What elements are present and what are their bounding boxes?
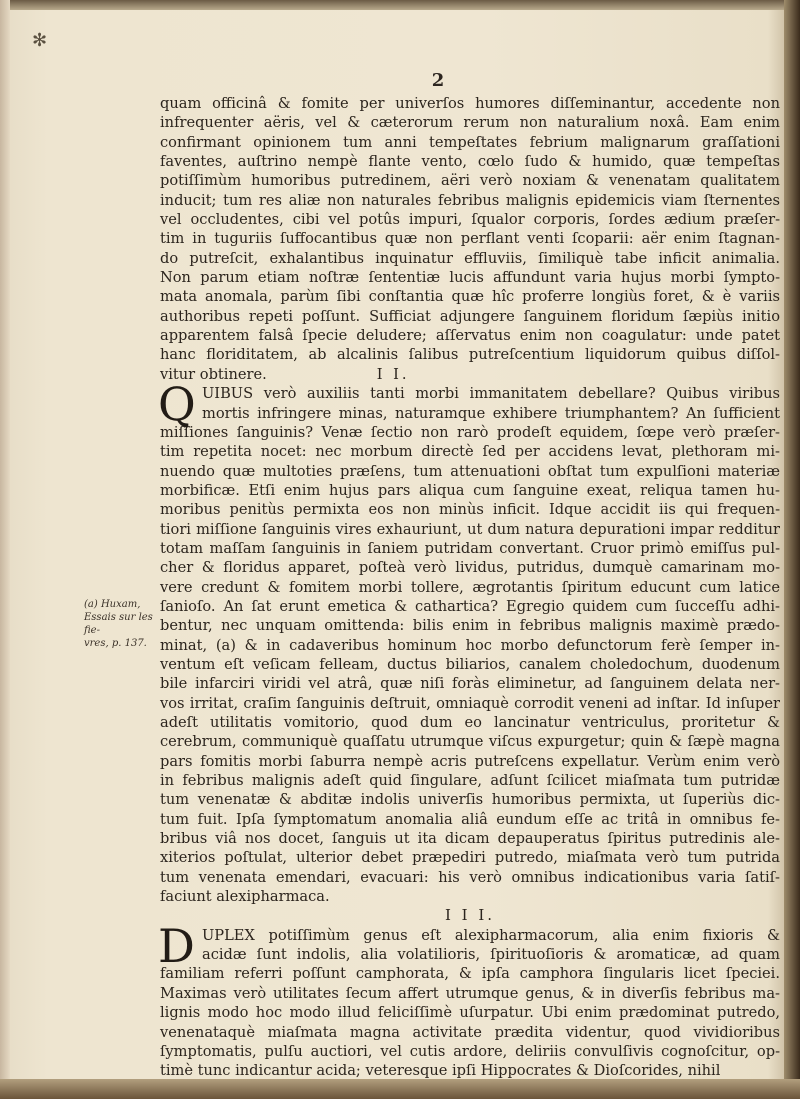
text-line: authoribus repeti poſſunt. Sufficiat adjungere ſanguinem floridum ſæpiùs initio: [160, 307, 780, 325]
margin-note-line: vres, p. 137.: [84, 638, 147, 649]
text-line: lignis modo hoc modo illud feliciſſimè uſurpatur. Ubi enim prædominat putredo,: [160, 1004, 780, 1022]
text-line: acidæ ſunt indolis, alia volatilioris, ſpirituoſioris & aromaticæ, ad quam: [202, 946, 780, 964]
body-text: [160, 94, 780, 1081]
text-line: adeſt utilitatis vomitorio, quod dum eo lancinatur ventriculus, proritetur &: [160, 714, 780, 731]
text-line: miſſiones ſanguinis? Venæ ſectio non rarò prodeſt equidem, ſœpe verò præſer-: [160, 423, 780, 441]
text-line: tim in tuguriis ſuffocantibus quæ non perflant venti ſcoparii: aër enim ſtagnan-: [160, 230, 780, 248]
text-line: Maximas verò utilitates ſecum affert utrumque genus, & in diverſis febribus ma-: [160, 984, 780, 1002]
page-top-edge: [0, 0, 800, 10]
margin-footnote: [84, 598, 156, 650]
text-line: pars fomitis morbi ſaburra nempè acris putreſcens expellatur. Verùm enim verò: [160, 752, 780, 770]
text-line: morbificæ. Etſi enim hujus pars aliqua cum ſanguine exeat, reliqua tamen hu-: [160, 481, 780, 499]
paragraph-2: [160, 423, 780, 907]
text-line: minat, (a) & in cadaveribus hominum hoc morbo defunctorum ferè ſemper in-: [160, 636, 780, 654]
text-line: inducit; tum res aliæ non naturales febribus malignis epidemicis viam ſternentes: [160, 191, 780, 209]
section-3-start: [158, 918, 780, 973]
text-line: venenataquè miaſmata magna activitate prædita videntur, quod vividioribus: [160, 1023, 780, 1041]
text-line: ſanioſo. An ſat erunt emetica & cathartica? Egregio quidem cum ſucceſſu adhi-: [160, 597, 780, 615]
text-line: hanc floriditatem, ab alcalinis ſalibus putreſcentium liquidorum quibus diſſol-: [160, 346, 780, 364]
paragraph-3: [160, 964, 780, 1080]
text-line: tim repetita nocet: nec morbum directè ſed per accidens levat, plethoram mi-: [160, 443, 780, 461]
page-number: 2: [431, 70, 445, 91]
text-line: vos irritat, craſim ſanguinis deſtruit, omniaquè corrodit veneni ad inſtar. Id inſuper: [160, 694, 780, 712]
text-line: xiterios poſtulat, ulterior debet præpediri putredo, miaſmata verò tum putrida: [160, 849, 780, 867]
text-line: vel occludentes, cibi vel potûs impuri, ſqualor corporis, ſordes ædium præſer-: [160, 211, 780, 229]
text-line: bentur, nec unquam omittenda: bilis enim in febribus malignis maximè prædo-: [160, 617, 780, 635]
book-gutter-shadow: [784, 0, 800, 1099]
drop-cap-q: Q: [158, 377, 196, 432]
text-line: mata anomala, parùm ſibi conſtantia quæ hîc proferre longiùs foret, & è variis: [160, 288, 780, 306]
text-line: UPLEX potiſſimùm genus eſt alexipharmacorum, alia enim fixioris &: [202, 926, 780, 944]
ink-smudge-mark: ✻: [32, 30, 48, 51]
text-line: ventum eſt veſicam felleam, ductus biliarios, canalem choledochum, duodenum: [160, 655, 780, 673]
section-heading-2: I I.: [376, 365, 410, 383]
margin-note-line: Essais sur les fie-: [84, 612, 153, 636]
text-line: timè tunc indicantur acida; veteresque ipſi Hippocrates & Dioſcorides, nihil: [160, 1062, 721, 1080]
text-line: nuendo quæ multoties præſens, tum attenuationi obſtat tum expulſioni materiæ: [160, 462, 780, 480]
text-line: [160, 365, 780, 384]
text-line: cerebrum, communiquè quaſſatu utrumque viſcus expurgetur; quin & ſæpè magna: [160, 733, 780, 751]
page-left-edge: [0, 0, 10, 1099]
text-line-content: vitur obtinere.: [160, 365, 267, 383]
text-line: potiſſimùm humoribus putredinem, aëri verò noxiam & venenatam qualitatem: [160, 172, 780, 190]
text-line: confirmant opinionem tum anni tempeſtates febrium malignarum graſſationi: [160, 133, 780, 151]
text-line: quam officinâ & fomite per univerſos humores diſſeminantur, accedente non: [160, 95, 780, 112]
text-line: ſymptomatis, pulſu auctiori, vel cutis ardore, deliriis convulſivis cognoſcitur, op-: [160, 1042, 780, 1060]
text-line: bile infarciri viridi vel atrâ, quæ niſi foràs eliminetur, ad ſanguinem delata ner-: [160, 675, 780, 693]
text-line: Non parum etiam noſtræ ſententiæ lucis affundunt varia hujus morbi ſympto-: [160, 269, 780, 287]
text-line: in febribus malignis adeſt quid ſingulare, adſunt ſcilicet miaſmata tum putridæ: [160, 772, 780, 790]
text-line: tum venenatæ & abditæ indolis univerſis humoribus permixta, ut ſuperiùs dic-: [160, 791, 780, 809]
page-bottom-edge: [0, 1079, 800, 1099]
text-line: UIBUS verò auxiliis tanti morbi immanitatem debellare? Quibus viribus: [202, 385, 780, 403]
text-line: apparentem falsâ ſpecie deludere; aſſervatus enim non coagulatur: unde patet: [160, 327, 780, 345]
text-line: tum venenata emendari, evacuari: his verò omnibus indicationibus varia ſatiſ-: [160, 868, 780, 886]
paragraph-1: [160, 94, 780, 384]
text-line: tum fuit. Ipſa ſymptomatum anomalia aliâ eundum eſſe ac tritâ in omnibus fe-: [160, 810, 780, 828]
section-heading-3: I I I.: [444, 906, 496, 925]
text-line: mortis infringere minas, naturamque exhibere triumphantem? An ſufficient: [202, 404, 780, 422]
text-line: cher & floridus apparet, poſteà verò lividus, putridus, dumquè camarinam mo-: [160, 559, 780, 577]
drop-cap-d: D: [158, 918, 195, 973]
text-line: faciunt alexipharmaca.: [160, 888, 330, 906]
text-line: tiori miſſione ſanguinis vires exhauriunt, ut dum natura depurationi impar redditur: [160, 520, 780, 538]
text-line: moribus penitùs permixta eos non minùs inficit. Idque accidit iis qui frequen-: [160, 501, 780, 519]
text-line: infrequenter aëris, vel & cæterorum rerum non naturalium noxâ. Eam enim: [160, 114, 780, 132]
margin-note-line: (a) Huxam,: [84, 599, 141, 610]
text-line: faventes, auſtrino nempè flante vento, cœlo ſudo & humido, quæ tempeſtas: [160, 153, 780, 171]
text-line: totam maſſam ſanguinis in ſaniem putridam convertant. Cruor primò emiſſus pul-: [160, 539, 780, 557]
text-line: vere credunt & fomitem morbi tollere, ægrotantis ſpiritum educunt cum latice: [160, 578, 780, 596]
text-line: bribus viâ nos docet, ſanguis ut ita dicam depauperatus ſpiritus putredinis ale-: [160, 830, 780, 848]
text-line: familiam referri poſſunt camphorata, & ipſa camphora ſingularis licet ſpeciei.: [160, 965, 780, 983]
text-line: do putreſcit, exhalantibus inquinatur effluviis, ſimiliquè tabe inficit animalia.: [160, 249, 780, 267]
